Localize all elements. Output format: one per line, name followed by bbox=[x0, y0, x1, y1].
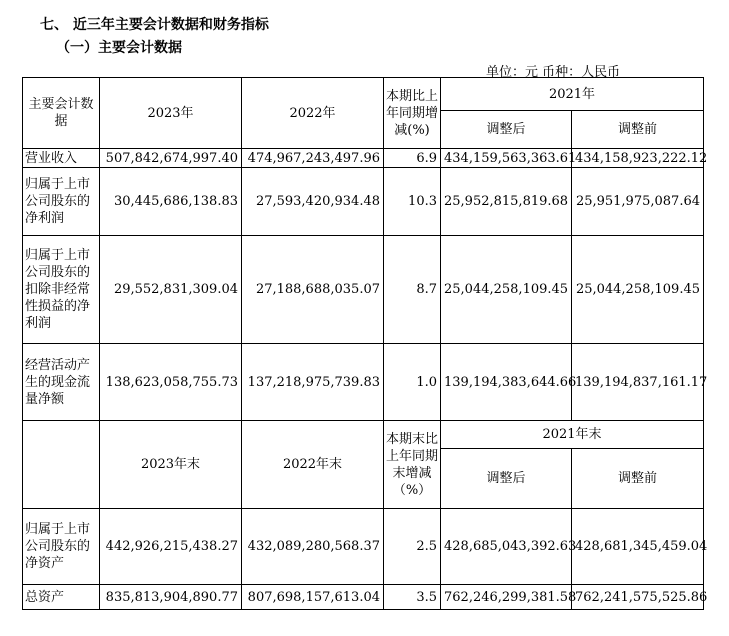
value-change: 3.5 bbox=[384, 585, 441, 610]
accounting-data-table bbox=[22, 77, 708, 610]
value-2021-adjusted: 25,952,815,819.68 bbox=[441, 168, 572, 236]
header-2021-end: 2021年末 bbox=[441, 421, 704, 449]
table-row bbox=[23, 344, 704, 421]
value-change: 6.9 bbox=[384, 149, 441, 168]
value-2023: 30,445,686,138.83 bbox=[100, 168, 242, 236]
value-change: 2.5 bbox=[384, 509, 441, 585]
row-label: 总资产 bbox=[23, 585, 100, 610]
value-2021-before-adjustment: 434,158,923,222.12 bbox=[572, 149, 704, 168]
value-2021-adjusted: 139,194,383,644.66 bbox=[441, 344, 572, 421]
row-label: 归属于上市公司股东的扣除非经常性损益的净利润 bbox=[23, 236, 100, 344]
row-label: 经营活动产生的现金流量净额 bbox=[23, 344, 100, 421]
value-change: 10.3 bbox=[384, 168, 441, 236]
value-2022: 27,188,688,035.07 bbox=[242, 236, 384, 344]
value-2021-before-adjustment: 25,044,258,109.45 bbox=[572, 236, 704, 344]
row-label: 归属于上市公司股东的净资产 bbox=[23, 509, 100, 585]
subsection-title: （一）主要会计数据 bbox=[56, 40, 182, 56]
value-2021-end-before-adjustment: 762,241,575,525.86 bbox=[572, 585, 704, 610]
header-change-pct-end: 本期末比上年同期末增减（%） bbox=[384, 421, 441, 509]
value-2021-end-adjusted: 762,246,299,381.58 bbox=[441, 585, 572, 610]
header-2021-end-adjusted: 调整后 bbox=[441, 449, 572, 509]
value-2021-end-before-adjustment: 428,681,345,459.04 bbox=[572, 509, 704, 585]
header-2021-adjusted: 调整后 bbox=[441, 111, 572, 149]
value-2023: 138,623,058,755.73 bbox=[100, 344, 242, 421]
value-2023-end: 442,926,215,438.27 bbox=[100, 509, 242, 585]
value-2023-end: 835,813,904,890.77 bbox=[100, 585, 242, 610]
value-2022-end: 432,089,280,568.37 bbox=[242, 509, 384, 585]
value-2021-adjusted: 25,044,258,109.45 bbox=[441, 236, 572, 344]
header-blank bbox=[23, 421, 100, 509]
value-2021-end-adjusted: 428,685,043,392.63 bbox=[441, 509, 572, 585]
header-change-pct: 本期比上年同期增减(%) bbox=[384, 78, 441, 149]
table-row bbox=[23, 168, 704, 236]
value-change: 1.0 bbox=[384, 344, 441, 421]
header-2022: 2022年 bbox=[242, 78, 384, 149]
header-main-data: 主要会计数据 bbox=[23, 78, 100, 149]
value-2022-end: 807,698,157,613.04 bbox=[242, 585, 384, 610]
value-2021-before-adjustment: 139,194,837,161.17 bbox=[572, 344, 704, 421]
unit-currency-line: 单位：元 币种：人民币 bbox=[486, 65, 621, 80]
header-2021: 2021年 bbox=[441, 78, 704, 111]
section-title: 七、 近三年主要会计数据和财务指标 bbox=[40, 17, 269, 33]
header-2023: 2023年 bbox=[100, 78, 242, 149]
header-2022-end: 2022年末 bbox=[242, 421, 384, 509]
value-2023: 29,552,831,309.04 bbox=[100, 236, 242, 344]
table-row bbox=[23, 585, 704, 610]
table-row bbox=[23, 509, 704, 585]
table-row bbox=[23, 236, 704, 344]
value-2023: 507,842,674,997.40 bbox=[100, 149, 242, 168]
header-2023-end: 2023年末 bbox=[100, 421, 242, 509]
header-2021-end-before-adjustment: 调整前 bbox=[572, 449, 704, 509]
row-label: 营业收入 bbox=[23, 149, 100, 168]
value-2021-adjusted: 434,159,563,363.61 bbox=[441, 149, 572, 168]
header-2021-before-adjustment: 调整前 bbox=[572, 111, 704, 149]
value-2022: 27,593,420,934.48 bbox=[242, 168, 384, 236]
value-2022: 474,967,243,497.96 bbox=[242, 149, 384, 168]
value-2021-before-adjustment: 25,951,975,087.64 bbox=[572, 168, 704, 236]
value-2022: 137,218,975,739.83 bbox=[242, 344, 384, 421]
value-change: 8.7 bbox=[384, 236, 441, 344]
table-row bbox=[23, 149, 704, 168]
row-label: 归属于上市公司股东的净利润 bbox=[23, 168, 100, 236]
